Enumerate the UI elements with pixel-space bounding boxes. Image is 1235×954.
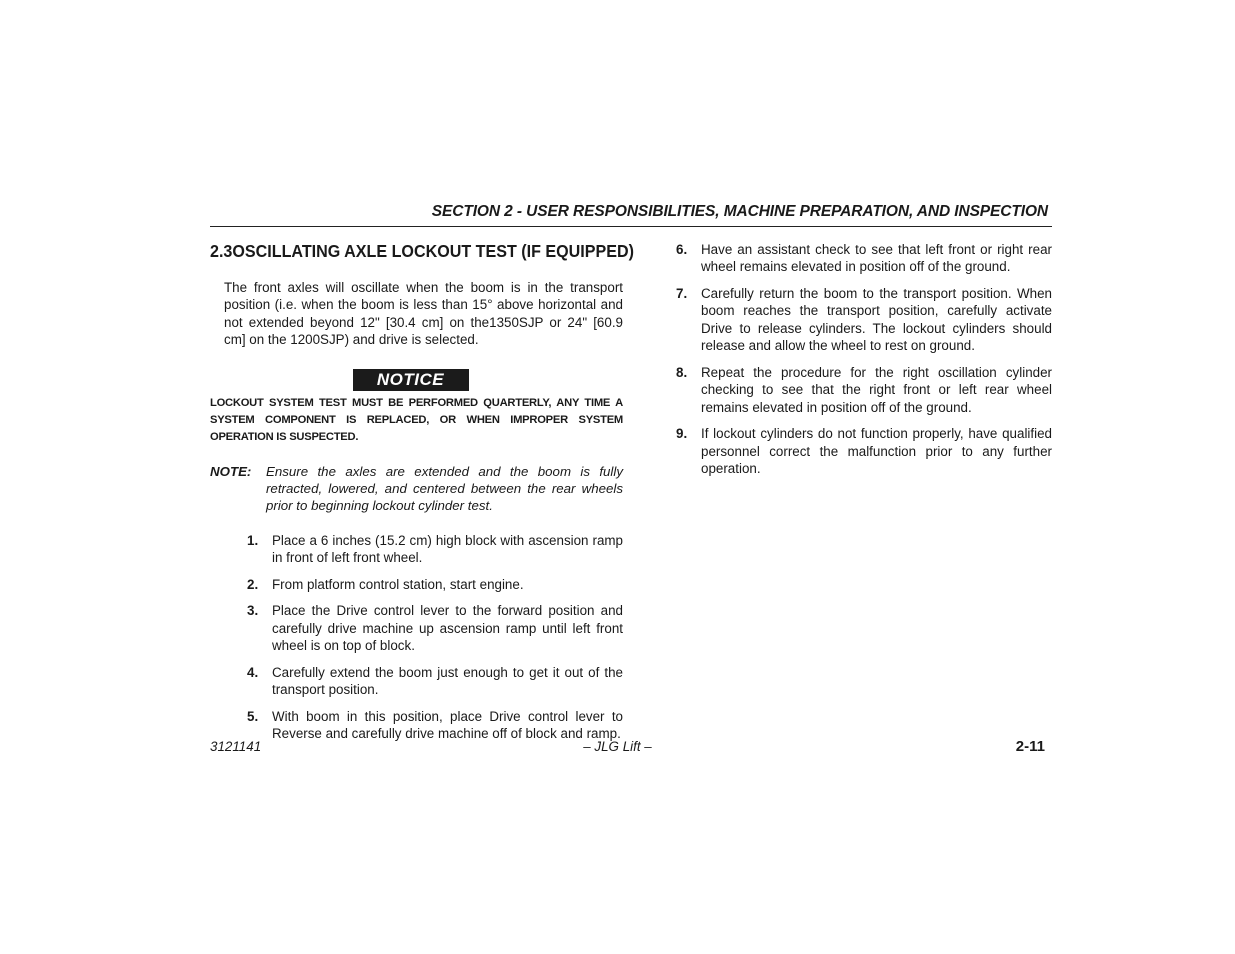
step-item <box>247 708 623 743</box>
step-number: 5. <box>247 708 259 724</box>
intro-paragraph: The front axles will oscillate when the boom is in the transport position (i.e. when the boom is less than 15° above horizontal and not extended beyond 12" [30.4 cm] on the1350SJP or 24" [60.9 cm] on the 1200SJP) and drive is selected. <box>224 280 623 348</box>
step-text: Place the Drive control lever to the forward position and carefully drive machine up ascension ramp until left front wheel is on top of block. <box>272 603 623 654</box>
step-number: 2. <box>247 576 259 592</box>
footer-center-text: – JLG Lift – <box>583 739 652 754</box>
footer-doc-number: 3121141 <box>210 739 262 754</box>
step-item <box>676 425 1052 477</box>
step-text: Repeat the procedure for the right oscillation cylinder checking to see that the right front or left rear wheel remains elevated in position off of the ground. <box>701 364 1052 415</box>
notice-label: NOTICE <box>353 369 469 391</box>
step-item <box>247 664 623 699</box>
step-item <box>676 285 1052 355</box>
step-number: 6. <box>676 242 688 257</box>
section-number: 2.3 <box>210 241 233 261</box>
step-number: 1. <box>247 532 259 548</box>
step-text: With boom in this position, place Drive control lever to Reverse and carefully drive machine off of block and ramp. <box>272 708 623 742</box>
right-column <box>676 241 1052 487</box>
step-text: If lockout cylinders do not function properly, have qualified personnel correct the malfunction prior to any further operation. <box>701 426 1052 477</box>
step-text: Carefully extend the boom just enough to get it out of the transport position. <box>272 664 623 698</box>
step-number: 8. <box>676 364 688 380</box>
step-number: 7. <box>676 286 688 301</box>
section-heading <box>210 241 634 262</box>
note-label: NOTE: <box>210 463 252 479</box>
step-text: Have an assistant check to see that left front or right rear wheel remains elevated in position off of the ground. <box>701 242 1052 275</box>
step-item <box>247 532 623 567</box>
step-item <box>676 364 1052 416</box>
step-text: Place a 6 inches (15.2 cm) high block with ascension ramp in front of left front wheel. <box>272 532 623 566</box>
section-title: OSCILLATING AXLE LOCKOUT TEST (IF EQUIPPED) <box>232 241 634 261</box>
page-number: 2-11 <box>1015 738 1045 755</box>
step-item <box>676 241 1052 276</box>
steps-list-left <box>247 532 623 743</box>
header-rule <box>210 226 1052 227</box>
step-item <box>247 576 623 593</box>
step-number: 3. <box>247 603 259 619</box>
step-number: 4. <box>247 664 259 680</box>
step-text: From platform control station, start engine. <box>272 576 524 592</box>
steps-list-right <box>676 241 1052 477</box>
running-header: SECTION 2 - USER RESPONSIBILITIES, MACHINE PREPARATION, AND INSPECTION <box>431 203 1048 220</box>
step-number: 9. <box>676 426 688 442</box>
left-column <box>210 241 634 752</box>
step-item <box>247 602 623 654</box>
step-text: Carefully return the boom to the transport position. When boom reaches the transport position, carefully activate Drive to release cylinders. The lockout cylinders should release and allow the wheel to rest on ground. <box>701 286 1052 354</box>
note-block <box>210 463 623 515</box>
note-text: Ensure the axles are extended and the boom is fully retracted, lowered, and centered between the rear wheels prior to beginning lockout cylinder test. <box>266 463 623 514</box>
notice-text: LOCKOUT SYSTEM TEST MUST BE PERFORMED QUARTERLY, ANY TIME A SYSTEM COMPONENT IS REPLACED, OR WHEN IMPROPER SYSTEM OPERATION IS SUSPECTED. <box>210 396 623 443</box>
